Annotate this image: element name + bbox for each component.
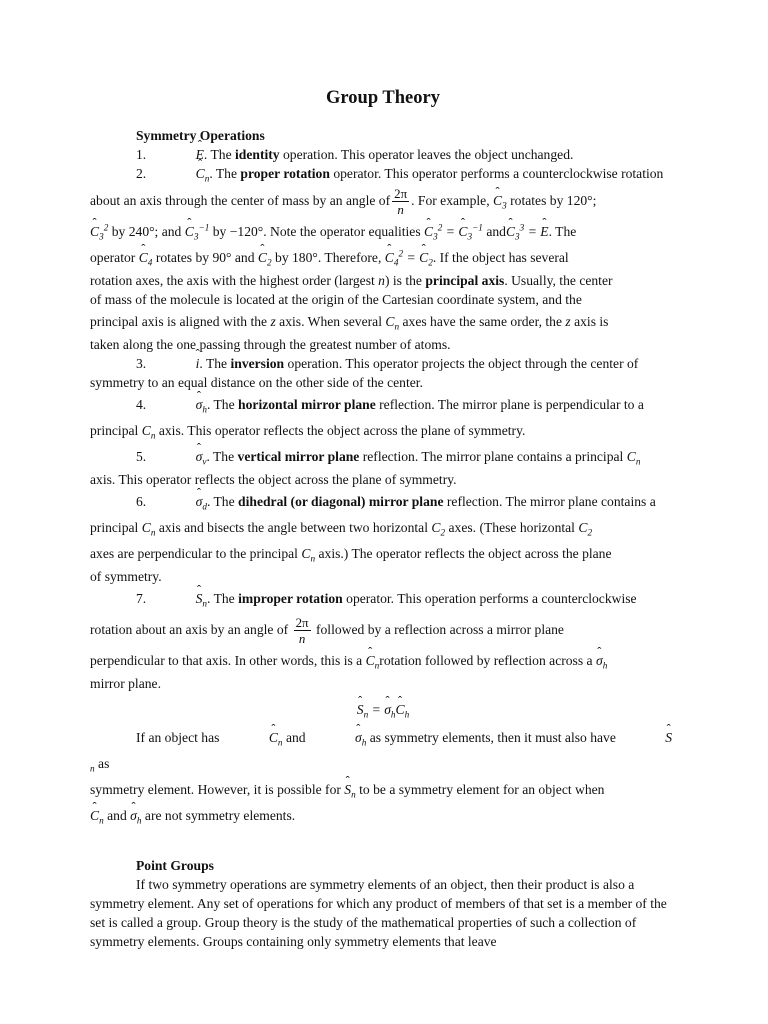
symbol-sn-hat: ˆ S bbox=[150, 586, 203, 612]
item-improper-rotation: 7. ˆ $S_n$. The improper rotation operator. This operation performs a counterclockwise rotation about an axis by an angle of $\frac{2\pi}{n}$ followed by a reflection across a mirror plane perpendicular to that axis. In other words, this is a ˆ $C_nrotation$ followed by reflection across a ˆ $\sigma_h$ mirror plane. bbox=[90, 586, 676, 693]
equality-c3-squared: ˆ $C_3^2$ = ˆ $C_3^{-1}$ bbox=[424, 224, 483, 239]
item-horizontal-mirror: 4. ˆ $\sigma_h$. The horizontal mirror plane reflection. The mirror plane is perpendicular to a principal $C_n$ axis. This operator reflects the object across the plane of symmetry. bbox=[90, 392, 676, 444]
item-proper-rotation: 2. ˆ $C_n$. The proper rotation operator. This operator performs a counterclockwise rotation about an axis through the center of mass by an angle of $\frac{2\pi}{n}$ . For example, ˆ $C_3$ rotates by 120°; ˆ $C_3^2$ by 240°; and ˆ $C_3^{-1}$ by −120°. Note the operator equalities ˆ $C_3^2$ = ˆ $C_3^{-1}$ andˆ $C_3^3$ = ˆ E. The operator ˆ $C_4$ rotates by 90° and ˆ $C_2$ by 180°. Therefore, ˆ $C_4^2$ = ˆ $C_2$. If the object has several rotation axes, the axis with the highest order (largest n) is the principal axis. Usually, the center of mass of the molecule is located at the origin of the Cartesian coordinate system, and the principal axis is aligned with the z axis. When several $C_n$ axes have the same order, the z axis is taken along the one passing through the greatest number of atoms. bbox=[90, 164, 676, 354]
item-identity: 1. ˆ E. The identity operation. This operator leaves the object unchanged. bbox=[90, 145, 676, 164]
page-title: Group Theory bbox=[326, 88, 440, 108]
paragraph-point-groups: If two symmetry operations are symmetry elements of an object, then their product is also a symmetry element. Any set of operations for which any product of members of that set is a member of the set is called a group. Group theory is the study of the mathematical properties of such a collection of symmetry elements. Groups containing only symmetry elements that leave bbox=[90, 877, 667, 949]
paragraph-symmetry-elements: If an object has ˆ $C_n$ and ˆ $\sigma_h$ as symmetry elements, then it must also have ˆ $S_n$ as symmetry element. However, it is possible for ˆ $S_n$ to be a symmetry element for an object when ˆ $C_n$ and ˆ $\sigma_h$ are not symmetry elements. bbox=[90, 725, 676, 829]
section-heading-symmetry-operations: Symmetry Operations bbox=[136, 128, 265, 143]
term-improper-rotation: improper rotation bbox=[238, 591, 343, 606]
term-identity: identity bbox=[235, 147, 280, 162]
term-inversion: inversion bbox=[230, 356, 285, 371]
item-inversion: 3. ˆ i. The inversion operation. This operator projects the object through the center of symmetry to an equal distance on the other side of the center. bbox=[90, 354, 676, 392]
item-dihedral-mirror: 6. ˆ $\sigma_d$. The dihedral (or diagonal) mirror plane reflection. The mirror plane contains a principal $C_n$ axis and bisects the angle between two horizontal $C_2$ axes. (These horizontal $C_2$ axes are perpendicular to the principal $C_n$ axis.) The operator reflects the object across the plane of symmetry. bbox=[90, 489, 676, 586]
symbol-i-hat: ˆ i bbox=[150, 354, 200, 373]
term-horizontal-mirror-plane: horizontal mirror plane bbox=[238, 397, 376, 412]
symbol-sigma-v-hat: ˆ σ bbox=[150, 444, 203, 470]
symbol-sigma-h-hat: ˆ σ bbox=[150, 392, 203, 418]
item-vertical-mirror: 5. ˆ $\sigma_v$. The vertical mirror plane reflection. The mirror plane contains a principal $C_n$ axis. This operator reflects the object across the plane of symmetry. bbox=[90, 444, 676, 489]
term-principal-axis: principal axis bbox=[425, 273, 505, 288]
symbol-cn-hat: ˆ C bbox=[150, 164, 205, 183]
symbol-sigma-d-hat: ˆ σ bbox=[150, 489, 203, 515]
term-dihedral-mirror-plane: dihedral (or diagonal) mirror plane bbox=[238, 494, 444, 509]
symbol-e-hat: ˆ E bbox=[150, 145, 204, 164]
equation-improper-rotation: ˆ $S_n$ = ˆ $\sigma_hˆ$ $C_h$ bbox=[90, 695, 676, 725]
term-proper-rotation: proper rotation bbox=[240, 166, 330, 181]
fraction-2pi-over-n-improper: $\frac{2\pi}{n}$ bbox=[295, 615, 309, 647]
fraction-2pi-over-n: $\frac{2\pi}{n}$ bbox=[394, 186, 408, 218]
equality-c3-cubed: ˆ $C_3^3$ = ˆ E bbox=[506, 224, 549, 239]
document-body bbox=[90, 88, 676, 951]
section-heading-point-groups: Point Groups bbox=[136, 858, 214, 873]
term-vertical-mirror-plane: vertical mirror plane bbox=[237, 449, 360, 464]
equality-c4-squared: ˆ $C_4^2$ = ˆ $C_2$ bbox=[385, 250, 433, 265]
